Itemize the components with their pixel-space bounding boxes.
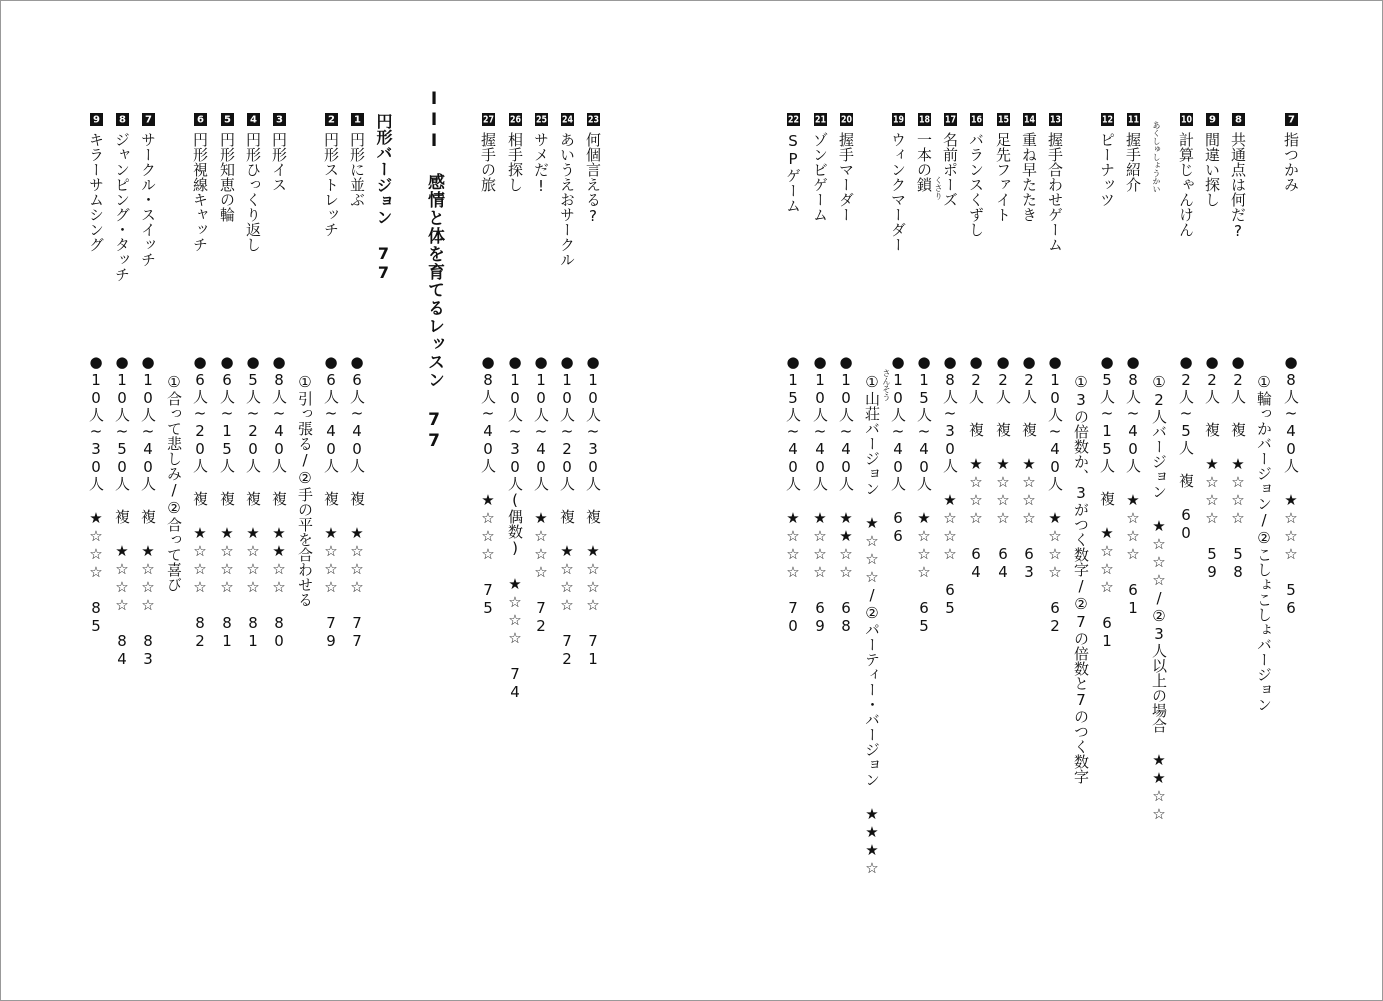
entry-title: 握手合わせゲーム (1046, 132, 1064, 252)
toc-entry (219, 113, 234, 222)
entry-title: 円形ストレッチ (322, 132, 340, 237)
entry-title: ジャンピング・タッチ (113, 132, 131, 282)
entry-info: ●5人~20人 複 ★☆☆☆ 81 (244, 353, 262, 650)
entry-number: 8 (116, 113, 129, 126)
entry-title: 一本の鎖 (915, 132, 933, 192)
entry-info: ●2人 複 ★☆☆☆ 64 (967, 353, 985, 581)
toc-entry (1021, 113, 1036, 222)
entry-info: ●15人~40人 ★☆☆☆ 65 (915, 353, 933, 635)
entry-title: 円形に並ぶ (348, 132, 366, 207)
entry-title: サークル・スイッチ (139, 132, 157, 267)
entry-number: 9 (1206, 113, 1219, 126)
entry-title: ゾンビゲーム (811, 132, 829, 222)
entry-title: 握手マーダー (837, 132, 855, 222)
group-heading: 円形バージョン 77 (374, 113, 393, 282)
entry-title: 握手の旅 (479, 132, 497, 192)
toc-entry (271, 113, 286, 192)
entry-info: ●6人~20人 複 ★☆☆☆ 82 (191, 353, 209, 650)
entry-info: ●10人~50人 複 ★☆☆☆ 84 (113, 353, 131, 668)
entry-info: ●10人~40人 ★★☆☆ 68 (837, 353, 855, 635)
entry-number: 7 (142, 113, 155, 126)
entry-info: ●10人~40人 ★☆☆☆ 72 (532, 353, 550, 635)
entry-info: ●6人~15人 複 ★☆☆☆ 81 (218, 353, 236, 650)
entry-info: ●10人~30人 ★☆☆☆ 85 (87, 353, 105, 635)
entry-number: 3 (273, 113, 286, 126)
entry-number: 9 (90, 113, 103, 126)
toc-entry (1125, 113, 1140, 192)
entry-number: 22 (788, 114, 799, 125)
toc-entry (140, 113, 155, 267)
entry-title: 円形ひっくり返し (244, 132, 262, 252)
entry-info: ●10人~30人 複 ★☆☆☆ 71 (584, 353, 602, 668)
entry-title: 重ね早たたき (1020, 132, 1038, 222)
entry-info: ●6人~40人 複 ★☆☆☆ 77 (348, 353, 366, 650)
entry-sub: ①輪っかバージョン/②こしょこしょバージョン (1255, 373, 1273, 712)
entry-sub: ①2人バージョン ★☆☆☆/②3人以上の場合 ★★☆☆ (1150, 373, 1168, 823)
entry-number: 11 (1128, 114, 1139, 125)
entry-info: ●10人~40人 66 (889, 353, 907, 545)
entry-info: ●2人~5人 複 60 (1177, 353, 1195, 542)
entry-title: キラーサムシング (87, 132, 105, 252)
entry-number: 23 (588, 114, 599, 125)
toc-entry (245, 113, 260, 252)
toc-entry (480, 113, 495, 192)
entry-info: ●8人~40人 ★☆☆☆ 61 (1124, 353, 1142, 617)
toc-entry (890, 113, 905, 252)
entry-number: 7 (1285, 113, 1298, 126)
entry-title: 共通点は何だ? (1229, 132, 1247, 240)
entry-number: 14 (1024, 114, 1035, 125)
entry-info: ●8人~30人 ★☆☆☆ 65 (941, 353, 959, 617)
toc-entry (1178, 113, 1193, 237)
entry-title: 計算じゃんけん (1177, 132, 1195, 237)
entry-title: ピーナッツ (1098, 132, 1116, 207)
entry-number: 19 (893, 114, 904, 125)
toc-entry (785, 113, 800, 213)
entry-number: 2 (325, 113, 338, 126)
toc-entry (1230, 113, 1245, 240)
entry-sub: ①山荘バージョン ★☆☆☆/②パーティー・バージョン ★★★☆ (863, 373, 881, 877)
entry-info: ●2人 複 ★☆☆☆ 59 (1203, 353, 1221, 581)
toc-entry (968, 113, 983, 237)
entry-number: 1 (351, 113, 364, 126)
toc-entry (838, 113, 853, 222)
entry-title: 握手紹介 (1124, 132, 1142, 192)
entry-number: 27 (483, 114, 494, 125)
entry-info: ●10人~40人 ★☆☆☆ 69 (811, 353, 829, 635)
entry-info: ●10人~40人 複 ★☆☆☆ 83 (139, 353, 157, 668)
entry-number: 25 (536, 114, 547, 125)
entry-info: ●5人~15人 複 ★☆☆☆ 61 (1098, 353, 1116, 650)
entry-number: 17 (945, 114, 956, 125)
entry-info: ●2人 複 ★☆☆☆ 63 (1020, 353, 1038, 581)
entry-title: サメだ! (532, 132, 550, 195)
entry-title: バランスくずし (967, 132, 985, 237)
toc-entry (812, 113, 827, 222)
ruby-reading: さんそう (882, 369, 891, 401)
entry-title: 円形イス (270, 132, 288, 192)
entry-number: 21 (815, 114, 826, 125)
entry-title: あいうえおサークル (558, 132, 576, 267)
entry-info: ●2人 複 ★☆☆☆ 58 (1229, 353, 1247, 581)
entry-number: 8 (1232, 113, 1245, 126)
entry-info: ●15人~40人 ★☆☆☆ 70 (784, 353, 802, 635)
entry-number: 26 (510, 114, 521, 125)
entry-number: 4 (247, 113, 260, 126)
entry-number: 12 (1102, 114, 1113, 125)
entry-title: 指つかみ (1282, 132, 1300, 192)
entry-number: 18 (919, 114, 930, 125)
toc-entry (1204, 113, 1219, 207)
ruby-reading: くさり (934, 176, 943, 200)
entry-sub: ①合って悲しみ/②合って喜び (165, 373, 183, 592)
toc-entry (349, 113, 364, 207)
entry-title: 何個言える? (584, 132, 602, 225)
toc-entry (114, 113, 129, 282)
entry-number: 6 (194, 113, 207, 126)
toc-entry (995, 113, 1010, 222)
entry-number: 13 (1050, 114, 1061, 125)
entry-title: 足先ファイト (994, 132, 1012, 222)
entry-title: 相手探し (506, 132, 524, 192)
toc-entry (942, 113, 957, 207)
entry-sub: ①引っ張る/②手の平を合わせる (296, 373, 314, 607)
entry-number: 24 (562, 114, 573, 125)
entry-number: 16 (971, 114, 982, 125)
toc-entry (192, 113, 207, 252)
entry-info: ●8人~40人 複 ★★☆☆ 80 (270, 353, 288, 650)
toc-entry (323, 113, 338, 237)
entry-info: ●10人~20人 複 ★☆☆☆ 72 (558, 353, 576, 668)
toc-entry (559, 113, 574, 267)
entry-number: 5 (221, 113, 234, 126)
entry-title: 間違い探し (1203, 132, 1221, 207)
toc-entry (1099, 113, 1114, 207)
entry-info: ●8人~40人 ★☆☆☆ 75 (479, 353, 497, 617)
toc-entry (88, 113, 103, 252)
toc-entry (1283, 113, 1298, 192)
entry-number: 20 (841, 114, 852, 125)
entry-title: 名前ポーズ (941, 132, 959, 207)
entry-sub: ①3の倍数か、3がつく数字/②7の倍数と7のつく数字 (1072, 373, 1090, 784)
entry-number: 15 (998, 114, 1009, 125)
entry-title: SPゲーム (784, 132, 802, 213)
toc-entry (533, 113, 548, 195)
entry-title: 円形知恵の輪 (218, 132, 236, 222)
toc-entry (916, 113, 931, 192)
entry-info: ●8人~40人 ★☆☆☆ 56 (1282, 353, 1300, 617)
ruby-reading: あくしゅしょうかい (1152, 121, 1161, 193)
toc-entry (585, 113, 600, 225)
toc-entry (1047, 113, 1062, 252)
entry-info: ●6人~40人 複 ★☆☆☆ 79 (322, 353, 340, 650)
entry-info: ●2人 複 ★☆☆☆ 64 (994, 353, 1012, 581)
entry-info: ●10人~40人 ★☆☆☆ 62 (1046, 353, 1064, 635)
entry-title: ウィンクマーダー (889, 132, 907, 252)
toc-entry (507, 113, 522, 192)
entry-title: 円形視線キャッチ (191, 132, 209, 252)
section-heading: III 感情と体を育てるレッスン 77 (424, 89, 444, 452)
entry-info: ●10人~30人(偶数) ★☆☆☆ 74 (506, 353, 524, 701)
entry-number: 10 (1181, 114, 1192, 125)
